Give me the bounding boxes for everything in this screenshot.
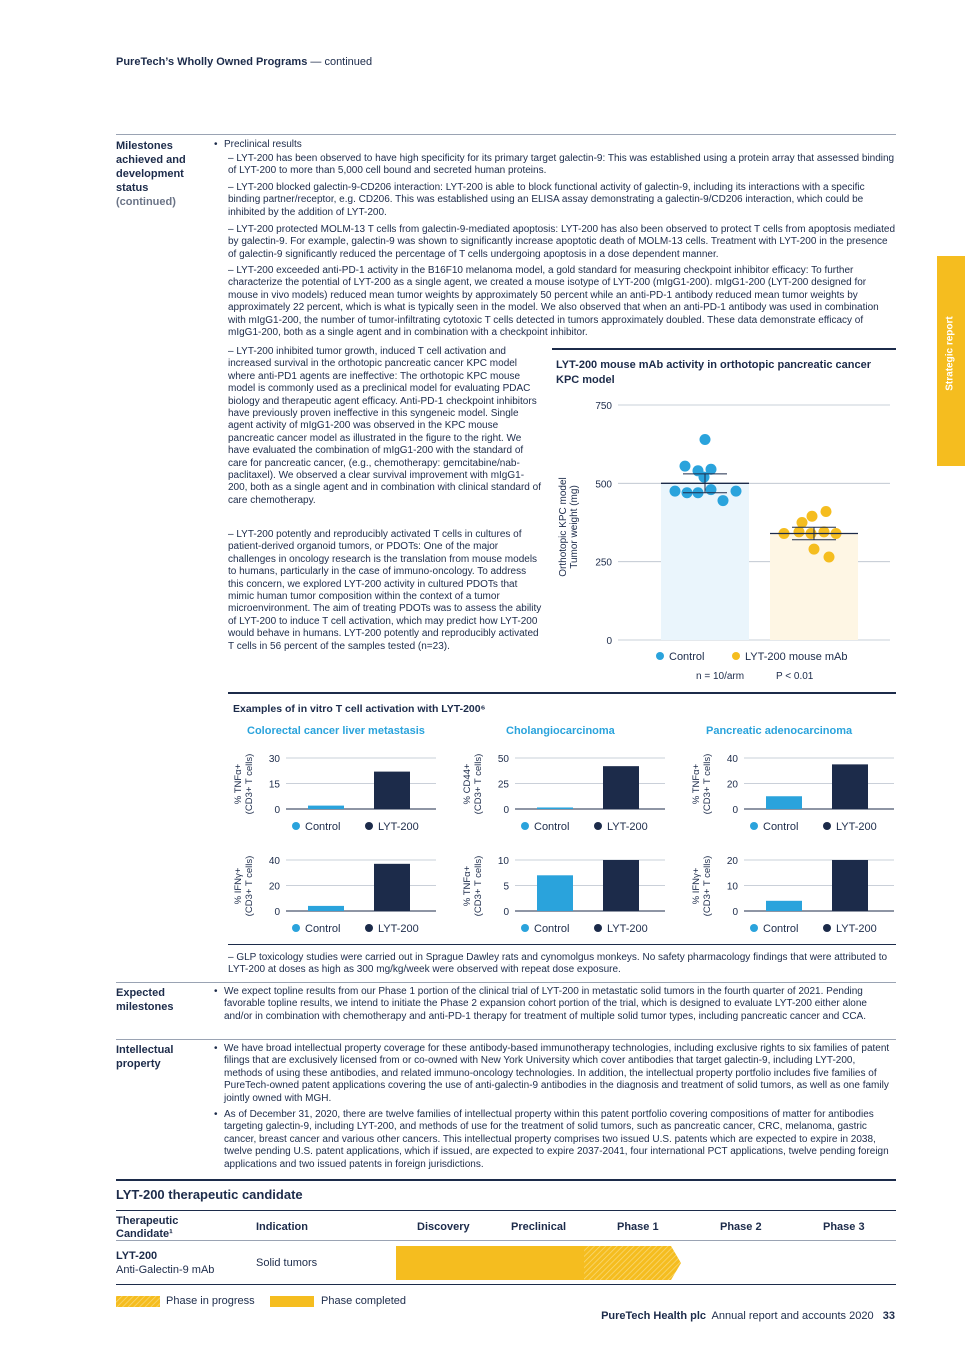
y-tick-label: 750: [595, 401, 612, 412]
data-point: [699, 472, 710, 483]
y-tick-label: 25: [497, 779, 509, 791]
y-tick-label: 20: [268, 881, 280, 893]
legend-swatch-control: [521, 924, 529, 932]
side-tab-label: Strategic report: [944, 316, 956, 391]
divider: [116, 1240, 896, 1241]
bar-lyt-200: [374, 864, 410, 911]
phase-in-progress-bar: [584, 1246, 681, 1280]
milestones-label-text: Milestones achieved and development status: [116, 140, 186, 194]
y-axis-label: % IFNγ+(CD3+ T cells): [691, 855, 713, 917]
mini-chart: [457, 744, 682, 836]
pipeline-header: Phase 3: [823, 1221, 865, 1233]
y-tick-label: 15: [268, 779, 280, 791]
data-point: [700, 434, 711, 445]
pipeline-header: Discovery: [417, 1221, 470, 1233]
y-axis-label: % IFNγ+(CD3+ T cells): [233, 855, 255, 917]
y-tick-label: 30: [268, 754, 280, 765]
legend-label-lyt200: LYT-200: [607, 923, 648, 935]
mini-title: Cholangiocarcinoma: [506, 725, 615, 737]
page-number: 33: [882, 1310, 895, 1322]
y-tick-label: 250: [595, 557, 612, 569]
examples-title: Examples of in vitro T cell activation with LYT-200⁶: [233, 703, 486, 715]
ip-item: As of December 31, 2020, there are twelve families of intellectual property within this patent portfolio covering compositions of matter for antibodies targeting galectin-9, including LYT-200, and methods of use for the treatment of solid tumors, such as pancreatic cancer, CRC, melanoma, gastric cancer, breast cancer and various other cancers. This intellectual property comprises two issued U.S. patents which are expected to expire in 2038, twelve pending U.S. patent applications, which if issued, are expected to expire 2037-2041, four international PCT applications, twelve pending foreign applications and two issued patents in foreign jurisdictions.: [224, 1109, 889, 1170]
data-point: [731, 486, 742, 497]
divider: [116, 982, 896, 983]
bar-control: [537, 807, 573, 809]
data-point: [718, 495, 729, 506]
data-point: [706, 484, 717, 495]
candidate-sub: Anti-Galectin-9 mAb: [116, 1264, 215, 1276]
running-header: [116, 56, 372, 68]
y-axis-label: % CD44+(CD3+ T cells): [462, 753, 484, 815]
p-value-note: P < 0.01: [776, 671, 814, 682]
bar-control: [537, 875, 573, 911]
y-tick-label: 10: [726, 881, 738, 893]
y-axis-label: % TNFα+(CD3+ T cells): [462, 855, 484, 917]
footer-company: PureTech Health plc: [601, 1310, 706, 1322]
legend-label-lyt200: LYT-200: [607, 821, 648, 833]
y-axis-label: % TNFα+(CD3+ T cells): [233, 753, 255, 815]
y-tick-label: 50: [497, 754, 509, 765]
y-tick-label: 0: [503, 805, 509, 816]
y-tick-label: 10: [497, 856, 509, 867]
y-tick-label: 0: [732, 907, 738, 918]
bar-lyt-200: [603, 860, 639, 911]
bullet-icon: •: [214, 1109, 218, 1120]
data-point: [797, 517, 808, 528]
indication: Solid tumors: [256, 1257, 318, 1269]
y-tick-label: 0: [732, 805, 738, 816]
y-axis-label: Orthotopic KPC modelTumor weight (mg): [558, 477, 580, 577]
legend-label-control: Control: [305, 821, 341, 833]
data-point: [794, 526, 805, 537]
legend-swatch-lyt200: [823, 924, 831, 932]
expected-label: Expected milestones: [116, 987, 174, 1013]
legend-in-progress: Phase in progress: [166, 1295, 255, 1307]
page-footer: [601, 1310, 895, 1322]
legend-label-lyt200: LYT-200: [378, 821, 419, 833]
y-tick-label: 500: [595, 479, 612, 491]
divider: [116, 1284, 896, 1285]
bar-lyt-200: [374, 772, 410, 809]
legend-completed-swatch: [270, 1296, 314, 1307]
legend-swatch-lyt200: [365, 924, 373, 932]
legend-label-lyt200: LYT-200: [836, 821, 877, 833]
divider: [116, 1179, 896, 1181]
legend-label-control: Control: [305, 923, 341, 935]
y-tick-label: 5: [503, 881, 509, 893]
legend-swatch-lyt200: [594, 822, 602, 830]
bar-lyt-200: [832, 860, 868, 911]
data-point: [807, 511, 818, 522]
milestones-label-sub: (continued): [116, 196, 176, 208]
legend-completed: Phase completed: [321, 1295, 406, 1307]
milestone-item-pdot: – LYT-200 potently and reproducibly activated T cells in cultures of patient-derived organoid tumors, or PDOTs: One of the major challenges in oncology research is the translation from mouse models to humans, particularly in the case of immuno-oncology. To address this concern, we explored LYT-200 activity in cultured PDOTs that mimic human tumor composition within the context of a tumor microenvironment. The aim of treating PDOTs was to assess the ability of LYT-200 to induce T cell activation, which may predict how LYT-200 would behave in humans. LYT-200 potently and reproducibly activated T cells in 56 percent of the samples tested (n=23).: [228, 529, 542, 652]
legend-swatch-control: [521, 822, 529, 830]
data-point: [821, 506, 832, 517]
kpc-chart: [552, 394, 896, 690]
divider: [116, 1210, 896, 1211]
y-axis-label: % TNFα+(CD3+ T cells): [691, 753, 713, 815]
legend-label-lyt200: LYT-200: [378, 923, 419, 935]
mini-chart: [228, 744, 453, 836]
bullet-icon: •: [214, 986, 218, 997]
milestone-item: – LYT-200 exceeded anti-PD-1 activity in the B16F10 melanoma model, a gold standard for measuring checkpoint inhibitor efficacy: To further characterize the potential of LYT-200 as a single agent, we created a mouse isotype of LYT-200 (mIgG1-200). mIgG1-200 (LYT-200 designed for mouse in vivo models) reduced mean tumor weights by approximately 50 percent while an anti-PD-1 antibody reduced mean tumor weights by approximately 22 percent, which is what is typically seen in the model. We also observed that when an anti-PD-1 antibody was used in combination with mIgG1-200, the number of tumor-infiltrating cytotoxic T cells detected in tumors approximately doubled. These data demonstrate efficacy of mIgG1-200, both as a single agent and in combination with a checkpoint inhibitor.: [228, 265, 879, 339]
divider: [116, 134, 896, 135]
mini-chart: [686, 846, 911, 938]
legend-swatch-control: [750, 924, 758, 932]
divider: [116, 1039, 896, 1040]
legend-label-lyt200: LYT-200: [836, 923, 877, 935]
y-tick-label: 40: [726, 754, 738, 765]
pipeline-title: LYT-200 therapeutic candidate: [116, 1187, 303, 1202]
bar-control: [308, 906, 344, 911]
chart-bottom-rule: [228, 692, 896, 694]
pipeline-header: Preclinical: [511, 1221, 567, 1233]
sample-size-note: n = 10/arm: [696, 671, 745, 682]
bar-control: [308, 806, 344, 809]
phase-completed-bar: [396, 1246, 584, 1280]
mini-title: Colorectal cancer liver metastasis: [247, 725, 425, 737]
legend-label-mab: LYT-200 mouse mAb: [745, 651, 848, 663]
legend-swatch-control: [656, 652, 664, 660]
legend-label-control: Control: [763, 821, 799, 833]
pipeline-header: Phase 2: [720, 1221, 762, 1233]
mini-chart: [686, 744, 911, 836]
side-tab[interactable]: [937, 256, 965, 466]
y-tick-label: 0: [606, 636, 612, 647]
pipeline-progress-bar: [396, 1246, 686, 1280]
footer-report: Annual report and accounts 2020: [711, 1310, 874, 1322]
ip-label: Intellectual property: [116, 1044, 174, 1070]
pipeline-header: Therapeutic Candidate¹: [116, 1215, 179, 1240]
legend-label-control: Control: [763, 923, 799, 935]
y-tick-label: 40: [268, 856, 280, 867]
legend-label-control: Control: [534, 821, 570, 833]
data-point: [824, 551, 835, 562]
ip-item: We have broad intellectual property coverage for these antibody-based immunotherapy technologies, including exclusive rights to six families of patent filings that are exclusively licensed from or co-owned with New York University which cover antibodies that target galectin-9, including LYT-200, methods of using these antibodies, and related immuno-oncology technologies. In addition, the intellectual property portfolio includes five families of PureTech-owned patent applications covering the use of anti-galectin-9 antibodies in the diagnosis and treatment of solid tumors, as well as one family jointly owned with MGH.: [224, 1043, 890, 1104]
legend-swatch-control: [292, 822, 300, 830]
chart-top-rule: [552, 348, 896, 350]
milestone-item: – LYT-200 protected MOLM-13 T cells from galectin-9-mediated apoptosis: LYT-200 has also been observed to protect T cells from apoptosis mediated by galectin-9. For example, galectin-9 was shown to significantly increase apoptotic death of MOLM-13 cells. Treatment with LYT-200 in the presence of galectin-9 significantly reduced the percentage of T cells undergoing apoptosis in a dose dependent manner.: [228, 224, 896, 260]
bullet-icon: •: [214, 1043, 218, 1054]
kpc-chart-title: LYT-200 mouse mAb activity in orthotopic pancreatic cancer KPC model: [556, 359, 872, 386]
bullet-icon: •: [214, 139, 218, 150]
legend-swatch-mab: [732, 652, 740, 660]
milestone-item-glp: – GLP toxicology studies were carried out in Sprague Dawley rats and cynomolgus monkeys. No safety pharmacology findings that were attributed to LYT-200 at doses as high as 300 mg/kg/week were observed with repeat dose exposure.: [228, 952, 888, 976]
bar-control: [661, 483, 749, 640]
mini-chart: [228, 846, 453, 938]
bar-control: [766, 796, 802, 809]
data-point: [680, 461, 691, 472]
legend-label-control: Control: [534, 923, 570, 935]
y-tick-label: 20: [726, 779, 738, 791]
milestones-label: [116, 139, 206, 209]
y-tick-label: 20: [726, 856, 738, 867]
data-point: [819, 526, 830, 537]
legend-swatch-control: [292, 924, 300, 932]
bar-control: [766, 901, 802, 911]
legend-in-progress-swatch: [116, 1296, 160, 1307]
pipeline-header: Phase 1: [617, 1221, 659, 1233]
legend-swatch-lyt200: [823, 822, 831, 830]
mini-chart: [457, 846, 682, 938]
candidate-name: LYT-200: [116, 1250, 158, 1262]
y-tick-label: 0: [274, 805, 280, 816]
preclinical-bullet: Preclinical results: [224, 139, 302, 150]
legend-swatch-lyt200: [594, 924, 602, 932]
header-continued: — continued: [310, 56, 373, 68]
expected-text: We expect topline results from our Phase 1 portion of the clinical trial of LYT-200 in metastatic solid tumors in the fourth quarter of 2021. Pending favorable topline results, we intend to initiate the Phase 2 expansion cohort portion of the trial, which is designed to evaluate LYT-200 either alone and/or in combination with chemotherapy and anti-PD-1 therapy for treatment of multiple solid tumor types, including pancreatic cancer and CCA.: [224, 986, 867, 1022]
bar-lyt-200: [603, 766, 639, 809]
data-point: [670, 486, 681, 497]
y-tick-label: 0: [503, 907, 509, 918]
mini-title: Pancreatic adenocarcinoma: [706, 725, 853, 737]
header-title: PureTech’s Wholly Owned Programs: [116, 56, 308, 68]
legend-swatch-lyt200: [365, 822, 373, 830]
divider: [228, 944, 896, 945]
milestone-item-kpc: – LYT-200 inhibited tumor growth, induced T cell activation and increased survival in the orthotopic pancreatic cancer KPC model where anti-PD1 agents are ineffective: The orthotopic KPC mouse model is commonly used as a preclinical model for evaluating PDAC biology and therapeutic agent efficacy. Anti-PD-1 checkpoint inhibitors have previously proven ineffective in this syngeneic model. Single agent activity of mIgG1-200 was observed in the KPC mouse pancreatic cancer model as illustrated in the figure to the right. We have evaluated the combination of mIgG1-200 with the standard of care for pancreatic cancer, (e.g., chemotherapy: gemcitabine/nab-paclitaxel). We observed a clear survival improvement with mIgG1-200, both as a single agent and in combination with clinical standard of care chemotherapy.: [228, 346, 541, 506]
legend-swatch-control: [750, 822, 758, 830]
pipeline-header: Indication: [256, 1221, 308, 1233]
data-point: [809, 544, 820, 555]
milestone-item: – LYT-200 has been observed to have high specificity for its primary target galectin-9: This was established using a protein array that assessed binding of LYT-200 to more than 5,000 cell bound and secreted human proteins.: [228, 153, 895, 177]
y-tick-label: 0: [274, 907, 280, 918]
bar-lyt-200: [832, 764, 868, 809]
legend-label-control: Control: [669, 651, 705, 663]
milestone-item: – LYT-200 blocked galectin-9-CD206 interaction: LYT-200 is able to block functional activity of galectin-9, including its interactions with a specific binding partner/receptor, e.g. CD206. This was established using an ELISA assay demonstrating a galectin-9/CD206 interaction, which could be inhibited by the addition of LYT-200.: [228, 182, 865, 218]
